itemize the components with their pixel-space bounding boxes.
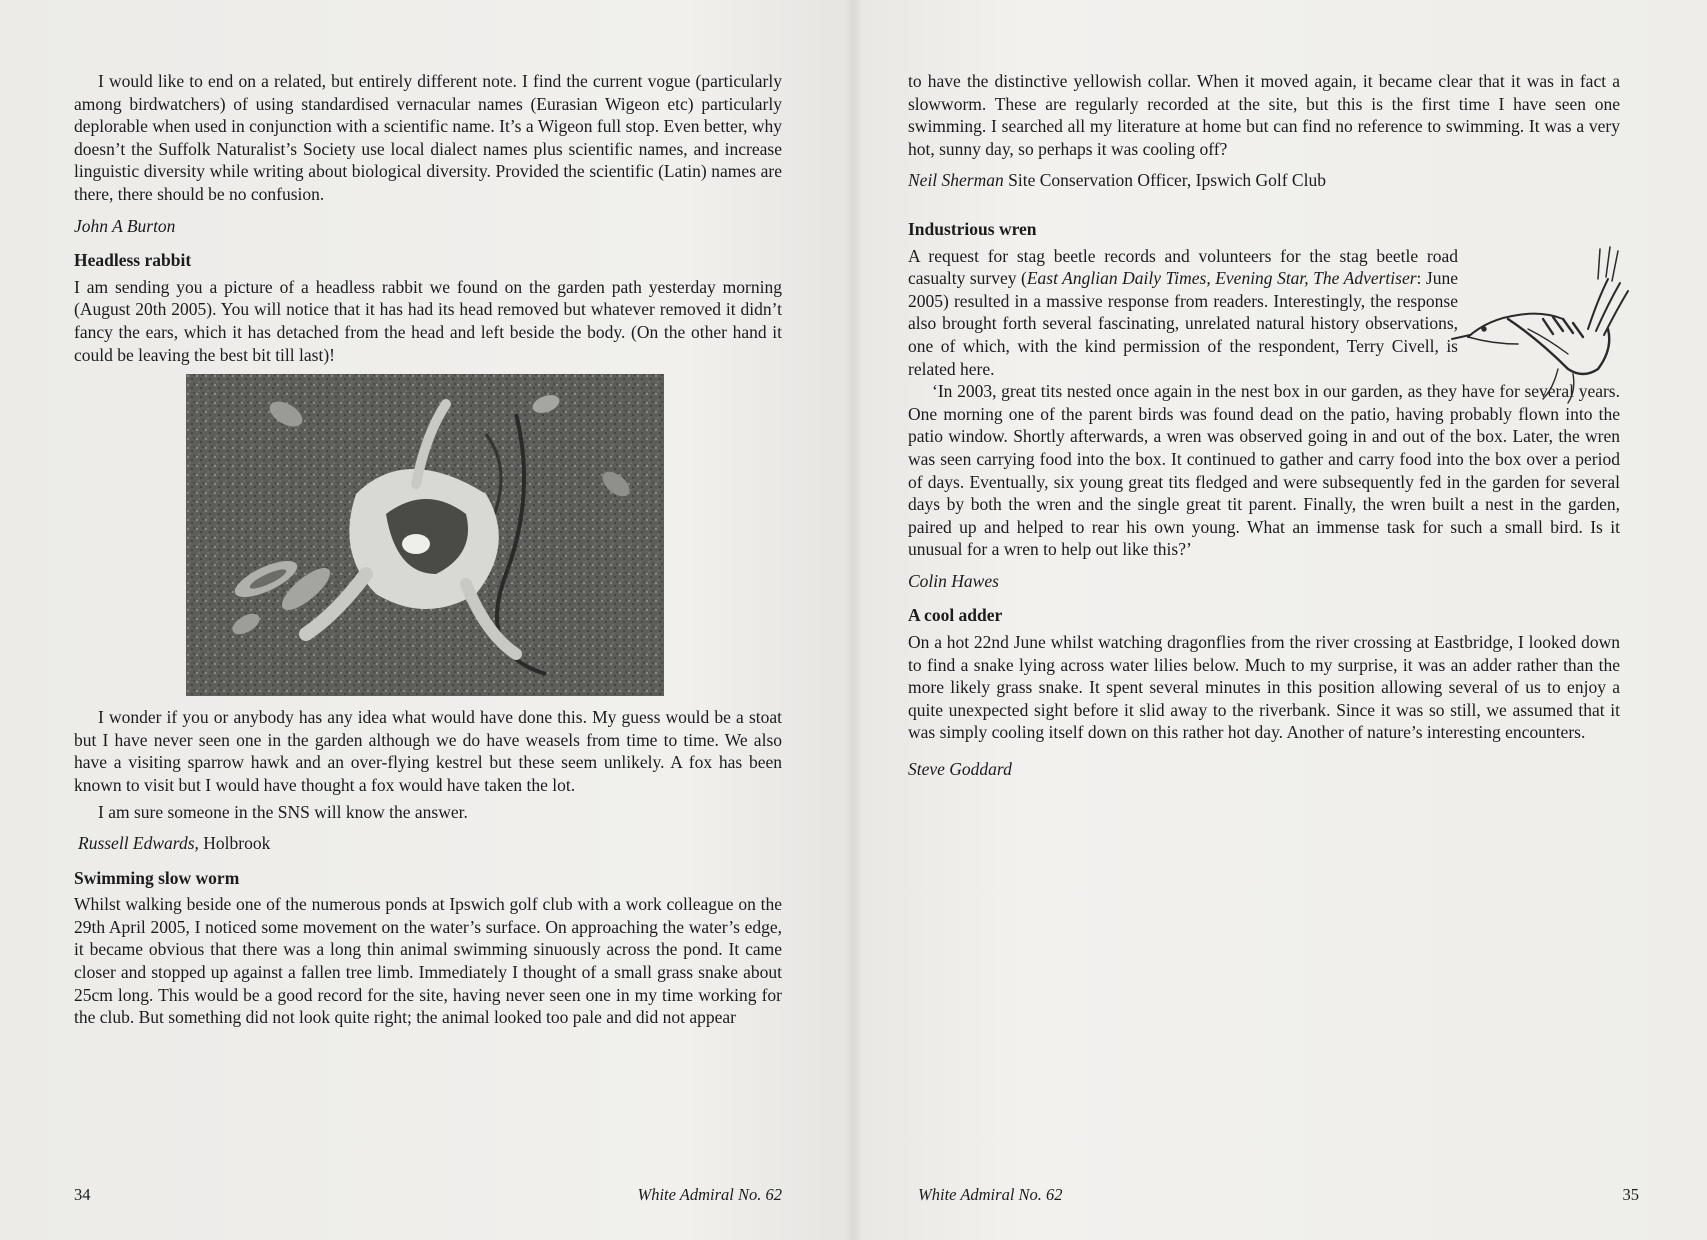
right-column [908,70,1620,793]
wren-quote-paragraph: ‘In 2003, great tits nested once again in the nest box in our garden, as they have for several years. One morning one of the parent birds was found dead on the patio, having probably flown into the patio window. Shortly afterwards, a wren was observed going in and out of the box. Later, the wren was seen carrying food into the box. It continued to gather and carry food into the box over a period of days. Eventually, six young great tits fledged and were subsequently fed in the garden for several days by both the wren and the single great tit parent. Finally, the wren built a nest in the garden, paired up and helped to rear his own young. What an immense task for such a small bird. Is it unusual for a wren to help out like this?’ [908,381,1620,560]
signature-burton: John A Burton [74,215,176,236]
signature-goddard: Steve Goddard [908,759,1012,780]
headless-rabbit-photo [186,374,664,696]
wren-sketch [1448,219,1638,409]
heading-cool-adder: A cool adder [908,605,1003,626]
rabbit-paragraph-3: I am sure someone in the SNS will know the answer. [98,801,468,822]
slow-worm-paragraph: Whilst walking beside one of the numerous ponds at Ipswich golf club with a work colleague on the 29th April 2005, I noticed some movement on the water’s surface. On approaching the water’s edge, it became obvious that there was a long thin animal swimming sinuously across the pond. It came closer and stopped up against a fallen tree limb. Immediately I thought of a small grass snake about 25cm long. This would be a good record for the site, having never seen one in my time working for the club. But something did not look quite right; the animal looked too pale and did not appear [74,894,782,1028]
photo-frame [186,374,664,696]
page-35 [856,0,1707,1240]
running-title-right: White Admiral No. 62 [918,1185,1063,1204]
page-number-right: 35 [1622,1185,1639,1204]
signature-role: Site Conservation Officer, Ipswich Golf Club [1003,170,1326,191]
wren-intro-text-end: : June 2005) resulted in a massive response from readers. Interestingly, the response also brought forth several fascinating, unrelated natural history observations, one of which, with the kind permission of the respondent, Terry Civell, is related here. [908,268,1458,379]
wren-intro-text: A request for stag beetle records and volunteers for the stag beetle road casualty survey ( [908,245,1458,289]
signature-place: Holbrook [198,833,271,854]
wren-intro-paragraph [908,245,1458,381]
running-title-left: White Admiral No. 62 [637,1185,782,1204]
page-number-left: 34 [74,1185,91,1204]
heading-industrious-wren: Industrious wren [908,218,1037,239]
heading-headless-rabbit: Headless rabbit [74,250,192,271]
signature-name: Russell Edwards, [78,833,199,854]
left-column [74,70,782,1029]
newspaper-titles: East Anglian Daily Times, Evening Star, The Advertiser [1026,268,1417,289]
heading-swimming-slow-worm: Swimming slow worm [74,867,240,888]
signature-edwards [78,832,782,855]
rabbit-paragraph-2: I wonder if you or anybody has any idea what would have done this. My guess would be a stoat but I have never seen one in the garden although we do have weasels from time to time. We also have a visiting sparrow hawk and an over-flying kestrel but these seem unlikely. A fox has been known to visit but I would have thought a fox would have taken the lot. [74,707,782,795]
page-34 [0,0,852,1240]
wigeon-paragraph: I would like to end on a related, but entirely different note. I find the current vogue (particularly among birdwatchers) of using standardised vernacular names (Eurasian Wigeon etc) particularly deplorable when used in conjunction with a scientific name. It’s a Wigeon full stop. Even better, why doesn’t the Suffolk Naturalist’s Society use local dialect names plus scientific names, and increase linguistic diversity while writing about biological diversity. Provided the scientific (Latin) names are there, there should be no confusion. [74,71,782,204]
signature-hawes: Colin Hawes [908,570,999,591]
wren-block [908,245,1620,381]
signature-name: Neil Sherman [908,170,1004,191]
signature-sherman [908,169,1620,192]
slow-worm-continued-paragraph: to have the distinctive yellowish collar. When it moved again, it became clear that it was in fact a slowworm. These are regularly recorded at the site, but this is the first time I have seen one swimming. I searched all my literature at home but can find no reference to swimming. It was a very hot, sunny day, so perhaps it was cooling off? [908,71,1620,159]
adder-paragraph: On a hot 22nd June whilst watching dragonflies from the river crossing at Eastbridge, I looked down to find a snake lying across water lilies below. Much to my surprise, it was an adder rather than the more likely grass snake. It spent several minutes in this position allowing several of us to enjoy a quite unexpected sight before it slid away to the riverbank. Since it was so still, we assumed that it was simply cooling itself down on this rather hot day. Another of nature’s interesting encounters. [908,632,1620,743]
rabbit-paragraph-1: I am sending you a picture of a headless rabbit we found on the garden path yesterday morning (August 20th 2005). You will notice that it has had its head removed but whatever removed it didn’t fancy the ears, which it has detached from the head and left beside the body. (On the other hand it could be leaving the best bit till last)! [74,276,782,365]
